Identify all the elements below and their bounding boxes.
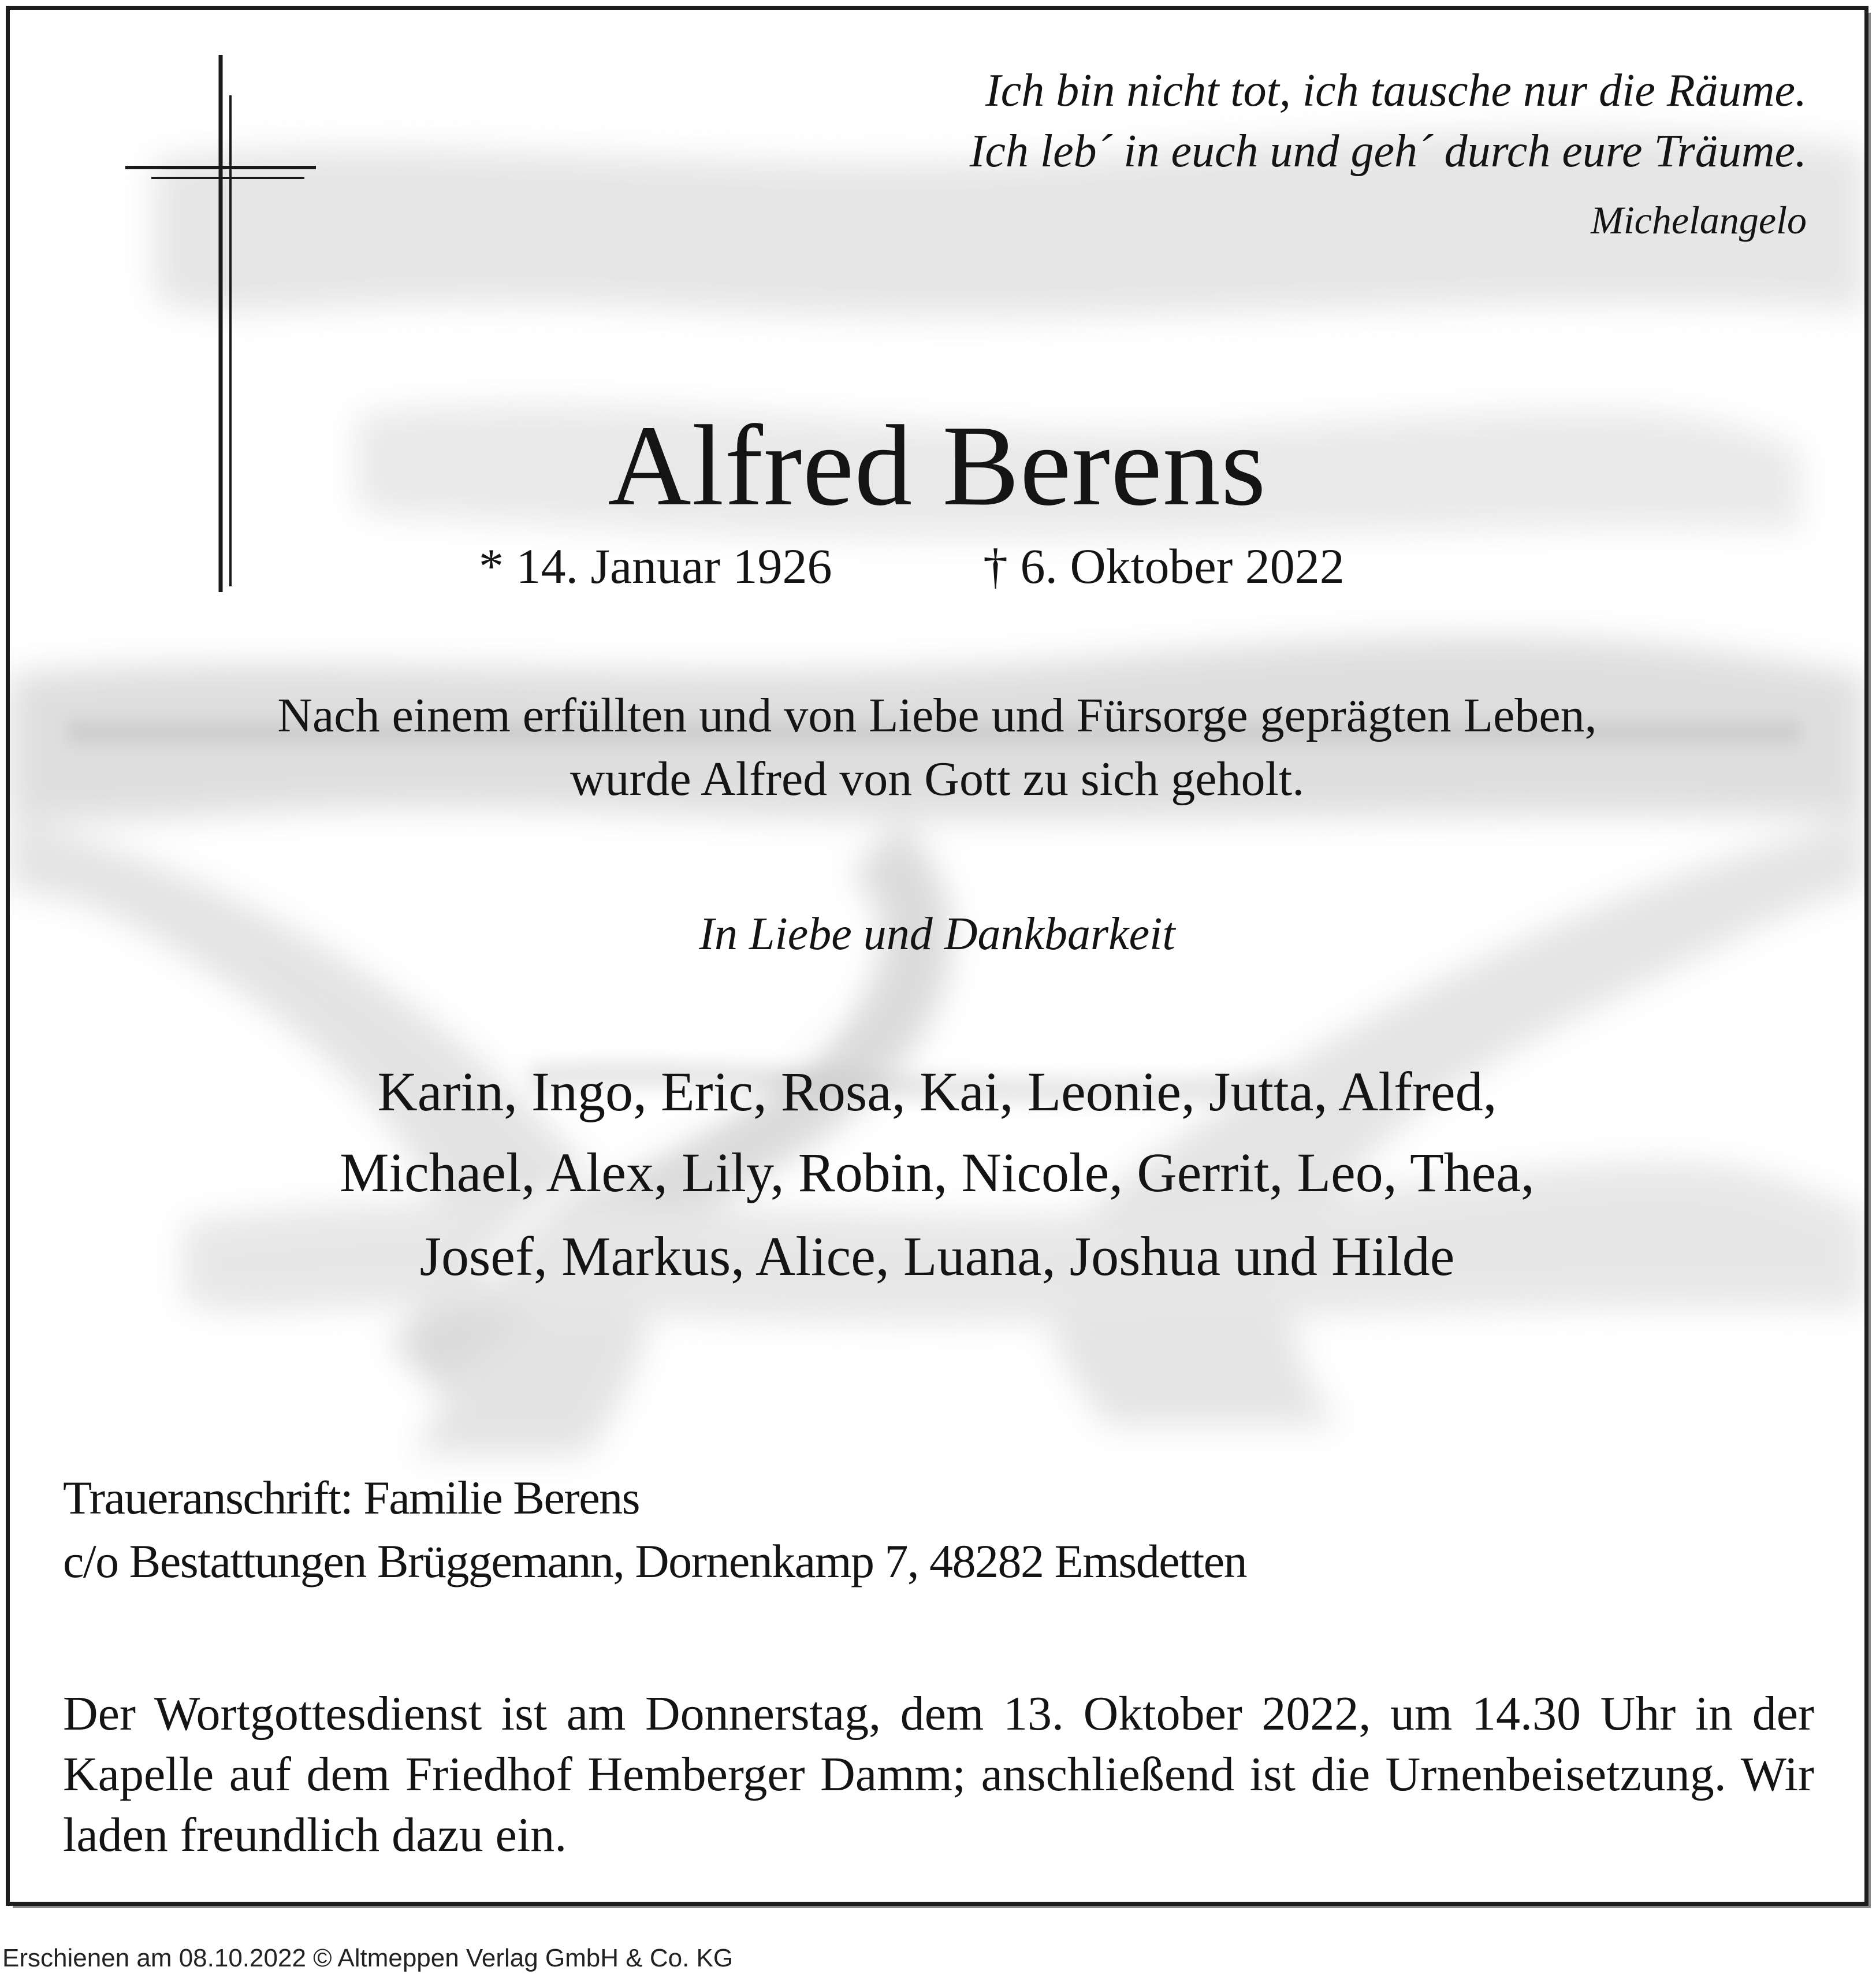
service-announcement: Der Wortgottesdienst ist am Donnerstag, dem 13. Oktober 2022, um 14.30 Uhr in der Kapelle auf dem Friedhof Hemberger Damm; anschließend ist die Urnenbeisetzung. Wir laden freundlich dazu ein. bbox=[63, 1687, 1814, 1862]
death-date: † 6. Oktober 2022 bbox=[983, 538, 1345, 594]
obituary-notice bbox=[6, 6, 1868, 1906]
mourners-line-2: Michael, Alex, Lily, Robin, Nicole, Gerrit, Leo, Thea, bbox=[340, 1142, 1535, 1203]
birth-date: * 14. Januar 1926 bbox=[479, 538, 832, 594]
deceased-name: Alfred Berens bbox=[608, 402, 1267, 530]
closing-phrase: In Liebe und Dankbarkeit bbox=[699, 909, 1175, 960]
quote-line-1: Ich bin nicht tot, ich tausche nur die Räume. bbox=[985, 65, 1807, 116]
message-line-1: Nach einem erfüllten und von Liebe und Fürsorge geprägten Leben, bbox=[277, 689, 1597, 742]
publication-footer: Erschienen am 08.10.2022 © Altmeppen Verlag GmbH & Co. KG bbox=[2, 1944, 734, 1972]
quote-line-2: Ich leb´ in euch und geh´ durch eure Träume. bbox=[969, 126, 1807, 177]
address-line-1: Traueranschrift: Familie Berens bbox=[63, 1471, 639, 1524]
message-line-2: wurde Alfred von Gott zu sich geholt. bbox=[570, 752, 1305, 806]
mourners-line-3: Josef, Markus, Alice, Luana, Joshua und Hilde bbox=[419, 1225, 1455, 1287]
quote-author: Michelangelo bbox=[1591, 198, 1807, 242]
mourners-line-1: Karin, Ingo, Eric, Rosa, Kai, Leonie, Jutta, Alfred, bbox=[377, 1061, 1497, 1122]
address-line-2: c/o Bestattungen Brüggemann, Dornenkamp 7, 48282 Emsdetten bbox=[63, 1535, 1247, 1587]
